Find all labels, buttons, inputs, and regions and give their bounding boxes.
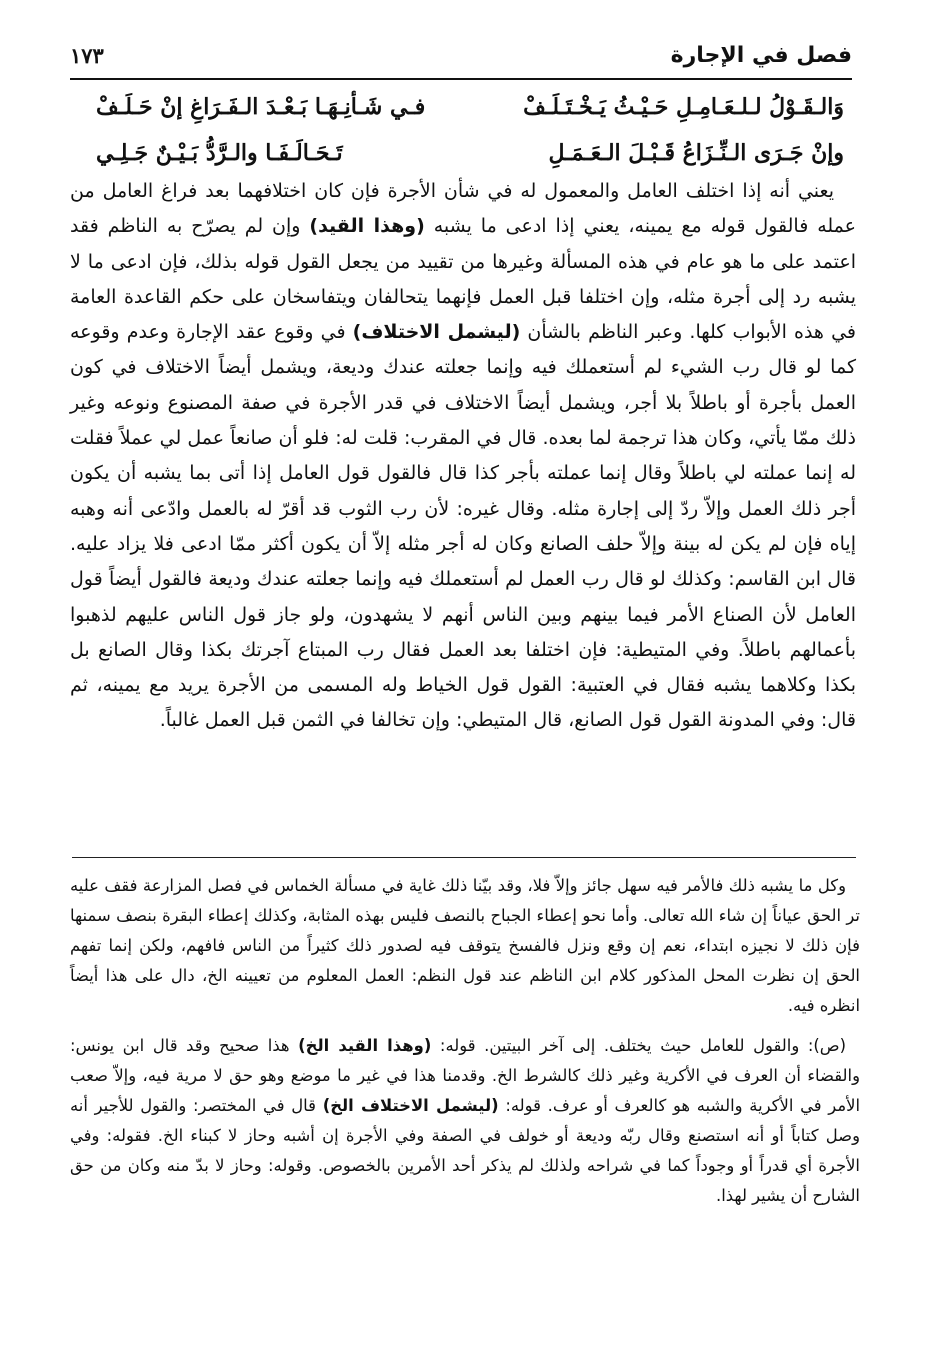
verse-1-second-hemistich: فـي شَـأنِـهَـا بَـعْـدَ الـفَـرَاغِ إنْ حَـلَـفْ [96,94,426,120]
verse-2-second-hemistich: تَـحَـالَـفَـا والـرَّدُّ بَـيْـنٌ جَـلِـي [96,140,343,166]
commentary-keyword-2: (ليشمل الاختلاف) [352,321,521,344]
footnote-1: وكل ما يشبه ذلك فالأمر فيه سهل جائز وإلاّ فلا، وقد بيّنا ذلك غاية في مسألة الخماس في فصل المزارعة فقف عليه تر الحق عياناً إن شاء الله تعالى. وأما نحو إعطاء الجباح بالنصف فليس بهذه المثابة، وكذلك إعطاء البقرة بنصف سمنها فإن ذلك لا نجيزه ابتداء، نعم إن وقع ونزل فالفسخ يتوقف فيه لصدور ذلك كثيراً من الناس فافهم، ولكن إنما تفهم الحق إن نظرت المحل المذكور كلام ابن الناظم عند قول النظم: العمل المعلوم من تعيينه الخ، دال على هذا أيضاً انظره فيه. [70,876,860,1015]
page-header [70,36,852,74]
chapter-title: فصل في الإجارة [670,42,852,68]
verse-line-2 [96,130,844,176]
verse-2-first-hemistich: وإنْ جَـرَى الـنِّـزَاعُ قَـبْـلَ الـعَـمَـلِ [548,140,844,166]
page-number: ١٧٣ [70,42,104,68]
footnote-2-keyword-1: (وهذا القيد الخ) [298,1036,432,1055]
footnote-2-text-2: هذا صحيح وقد قال ابن يونس: والقضاء أن العرف في الأكرية وغير ذلك كالشرط الخ. وقدمنا هذا في غير ما موضع وهو حق لا مرية فيه، وإلاّ صعب الأمر في الأكرية والشبه هو كالعرف أو عرف. قوله: [70,1036,860,1115]
commentary-body [70,174,856,739]
footnote-2 [70,1031,860,1211]
footnote-divider [72,857,856,858]
footnote-2-text-3: قال في المختصر: والقول للأجير أنه وصل كتاباً أو أنه استصنع وقال ربّه وديعة أو خولف في الصفة وفي الأجرة إن أشبه وحاز لا كبناء الخ. فقوله: وفي الأجرة أي قدراً أو وجوداً كما في شراحه ولذلك لم يذكر أحد الأمرين بالخصوص. وقوله: وحاز لا بدّ منه وكان من حق الشارح أن يشير لهذا. [70,1096,860,1205]
footnotes [70,871,860,1211]
footnote-2-keyword-2: (ليشمل الاختلاف الخ) [322,1096,499,1115]
commentary-paragraph [70,174,856,739]
footnote-2-text-1: (ص): والقول للعامل حيث يختلف. إلى آخر البيتين. قوله: [431,1036,847,1055]
commentary-text-1: يعني أنه إذا اختلف العامل والمعمول له في شأن الأجرة فإن كان اختلافهما بعد فراغ العامل من عمله فالقول قوله مع يمينه، يعني إذا ادعى ما يشبه [70,180,856,238]
header-divider [70,78,852,80]
poem-verses [96,84,844,176]
verse-1-first-hemistich: وَالـقَـوْلُ لـلـعَـامِـلِ حَـيْـثُ يَـخْـتَـلَـفْ [523,94,844,120]
commentary-keyword-1: (وهذا القيد) [309,215,425,238]
commentary-text-3: في وقوع عقد الإجارة وعدم وقوعه كما لو قال رب الشيء لم أستعملك فيه وإنما جعلته عندك وديعة، ويشمل أيضاً الاختلاف في كون العمل بأجرة أو باطلاً بلا أجر، ويشمل أيضاً الاختلاف في قدر الأجرة في صفة المصنوع ونوعه وغير ذلك ممّا يأتي، وكان هذا ترجمة لما بعده. قال في المقرب: قلت له: فلو أن صانعاً عمل لي عملاً فقلت له إنما عملته لي باطلاً وقال إنما عملته بأجر كذا قال فالقول قول العامل إذا أتى بما يشبه أن يكون أجر ذلك العمل وإلاّ ردّ إلى إجارة مثله. وقال غيره: لأن رب الثوب قد أقرّ له بالعمل وادّعى أنه وهبه إياه فإن لم يكن له بينة وإلاّ حلف الصانع وكان له أجر مثله إلاّ أن يكون أكثر ممّا ادعى فلا يزاد عليه. قال ابن القاسم: وكذلك لو قال رب العمل لم أستعملك فيه وإنما جعلته عندك وديعة فالقول أيضاً قول العامل لأن الصناع الأمر فيما بينهم وبين الناس أنهم لا يشهدون، ولو جاز قول الناس عليهم لذهبوا بأعمالهم باطلاً. وفي المتيطية: فإن اختلفا بعد العمل فقال رب المبتاع آجرتك بكذا وقال الصانع بل بكذا وكلاهما يشبه فقال في العتبية: القول قول الخياط وله المسمى من الأجرة يريد مع يمينه، ثم قال: وفي المدونة القول قول الصانع، قال المتيطي: وإن تخالفا في الثمن قبل العمل غالباً. [70,321,856,732]
verse-line-1 [96,84,844,130]
commentary-text-2: وإن لم يصرّح به الناظم فقد اعتمد على ما هو عام في هذه المسألة وغيرها من تقييد من يجعل القول قوله بذلك، فإن ادعى ما لا يشبه رد إلى أجرة مثله، وإن اختلفا قبل العمل فإنهما يتحالفان ويتفاسخان على حكم القاعدة العامة في هذه الأبواب كلها. وعبر الناظم بالشأن [70,215,856,344]
